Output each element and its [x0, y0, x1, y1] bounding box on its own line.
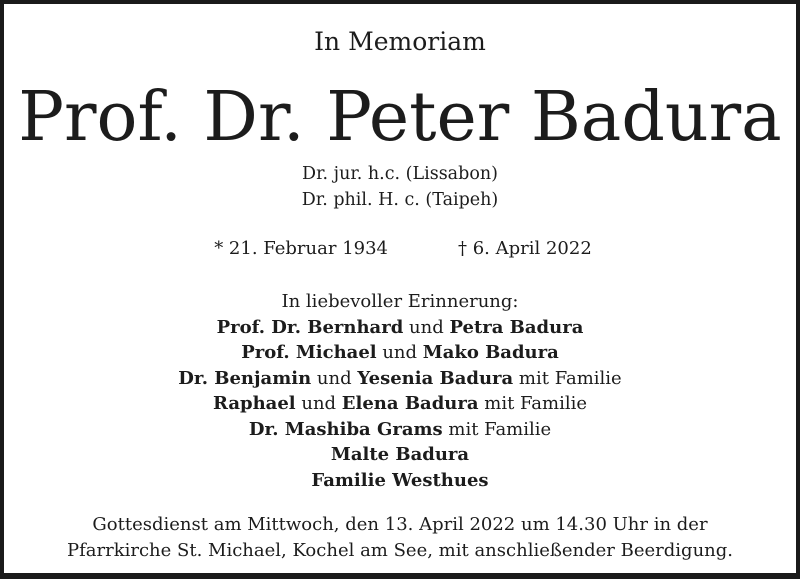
mourner-name: Yesenia Badura	[357, 367, 514, 389]
connector-text: und	[311, 367, 358, 389]
connector-text: und	[376, 342, 423, 363]
mourner-name: Mako Badura	[422, 342, 559, 363]
service-line: Pfarrkirche St. Michael, Kochel am See, mit anschließender Beerdigung.	[66, 540, 733, 561]
mourner-name: Prof. Dr. Bernhard	[216, 316, 404, 338]
deceased-name: Prof. Dr. Peter Badura	[18, 78, 782, 157]
connector-text: mit Familie	[442, 418, 552, 440]
birth-date: * 21. Februar 1934	[214, 238, 388, 259]
funeral-service-info	[4, 512, 796, 564]
connector-text: mit Familie	[513, 367, 622, 389]
mourner-line	[4, 442, 796, 468]
mourner-name: Familie Westhues	[311, 469, 489, 491]
honorary-degree: Dr. phil. H. c. (Taipeh)	[301, 190, 499, 210]
honorary-degree: Dr. jur. h.c. (Lissabon)	[302, 164, 498, 184]
mourner-name: Prof. Michael	[241, 342, 377, 363]
mourner-name: Dr. Benjamin	[178, 367, 312, 389]
mourner-name: Raphael	[212, 393, 296, 414]
mourner-name: Elena Badura	[341, 393, 479, 414]
mourner-line	[4, 391, 796, 417]
mourner-line	[4, 340, 796, 366]
connector-text: mit Familie	[478, 393, 588, 414]
mourner-line	[4, 468, 796, 494]
memoriam-heading: In Memoriam	[314, 27, 486, 56]
mourner-line	[4, 366, 796, 392]
mourners-list	[4, 289, 796, 493]
mourner-name: Malte Badura	[330, 444, 470, 465]
connector-text: und	[295, 393, 342, 414]
mourner-name: Petra Badura	[449, 316, 584, 338]
remembrance-intro: In liebevoller Erinnerung:	[281, 291, 519, 312]
life-dates	[4, 236, 796, 262]
mourner-line	[4, 315, 796, 341]
mourner-line	[4, 417, 796, 443]
service-line: Gottesdienst am Mittwoch, den 13. April 2022 um 14.30 Uhr in der	[92, 514, 708, 535]
connector-text: und	[403, 316, 450, 338]
mourner-name: Dr. Mashiba Grams	[248, 418, 443, 440]
death-date: † 6. April 2022	[458, 238, 592, 259]
